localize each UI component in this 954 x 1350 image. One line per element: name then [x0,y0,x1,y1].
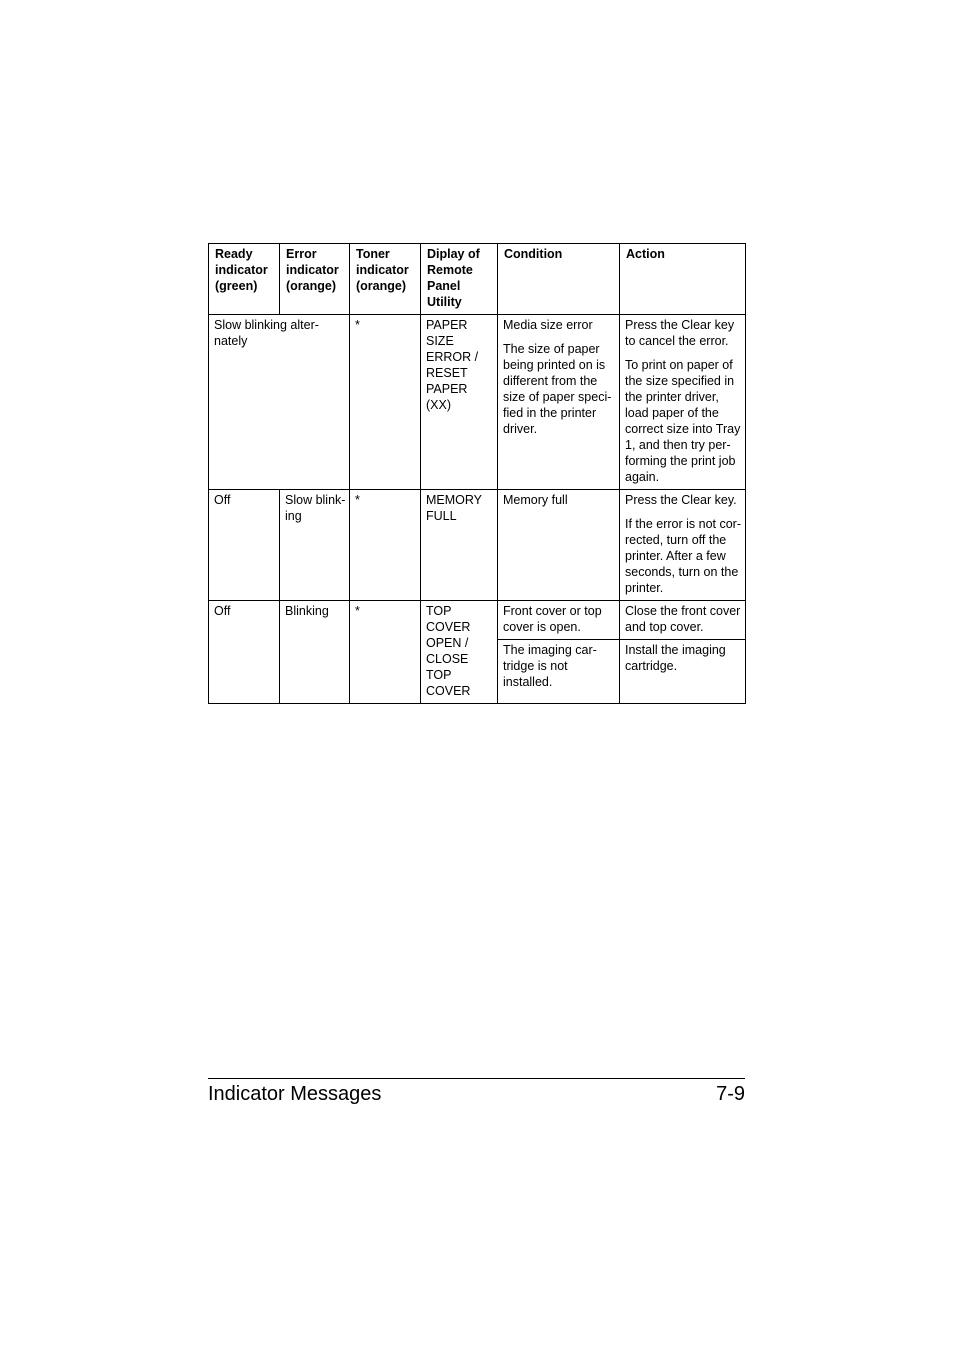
action-line: Press the Clear key to cancel the error. [625,318,735,348]
cell-condition [498,490,620,601]
header-condition: Condition [498,244,620,315]
cell-condition: Front cover or top cover is open. [498,601,620,640]
cell-display: PAPER SIZE ERROR / RESET PAPER (XX) [421,315,498,490]
condition-line: The size of paper being printed on is different from the size of paper speci-fied in the printer driver. [503,342,612,436]
cell-toner: * [350,490,421,601]
cell-action [620,315,746,490]
table-row [209,490,746,601]
header-action: Action [620,244,746,315]
cell-condition: The imaging car-tridge is not installed. [498,640,620,704]
cell-toner: * [350,315,421,490]
indicator-table [208,243,746,704]
action-line: To print on paper of the size specified in the printer driver, load paper of the correct size into Tray 1, and then try per-forming the print job again. [625,358,741,484]
condition-line: Memory full [503,493,568,507]
cell-action: Install the imaging cartridge. [620,640,746,704]
cell-error: Slow blink-ing [280,490,350,601]
cell-ready-error: Slow blinking alter-nately [209,315,350,490]
cell-error: Blinking [280,601,350,704]
cell-toner: * [350,601,421,704]
header-toner-indicator: Toner indicator (orange) [350,244,421,315]
condition-line: Media size error [503,318,593,332]
page-number: 7-9 [716,1083,745,1105]
cell-condition [498,315,620,490]
table-row [209,315,746,490]
header-error-indicator: Error indicator (orange) [280,244,350,315]
header-remote-panel-display: Diplay of Remote Panel Utility [421,244,498,315]
action-line: Press the Clear key. [625,493,737,507]
action-line: If the error is not cor-rected, turn off the printer. After a few seconds, turn on the printer. [625,517,742,595]
footer-divider [208,1078,745,1079]
cell-action [620,490,746,601]
footer-section-title: Indicator Messages [208,1083,382,1105]
cell-ready: Off [209,601,280,704]
table-row [209,601,746,640]
cell-action: Close the front cover and top cover. [620,601,746,640]
table-header-row [209,244,746,315]
header-ready-indicator: Ready indicator (green) [209,244,280,315]
cell-ready: Off [209,490,280,601]
cell-display: TOP COVER OPEN / CLOSE TOP COVER [421,601,498,704]
cell-display: MEMORY FULL [421,490,498,601]
